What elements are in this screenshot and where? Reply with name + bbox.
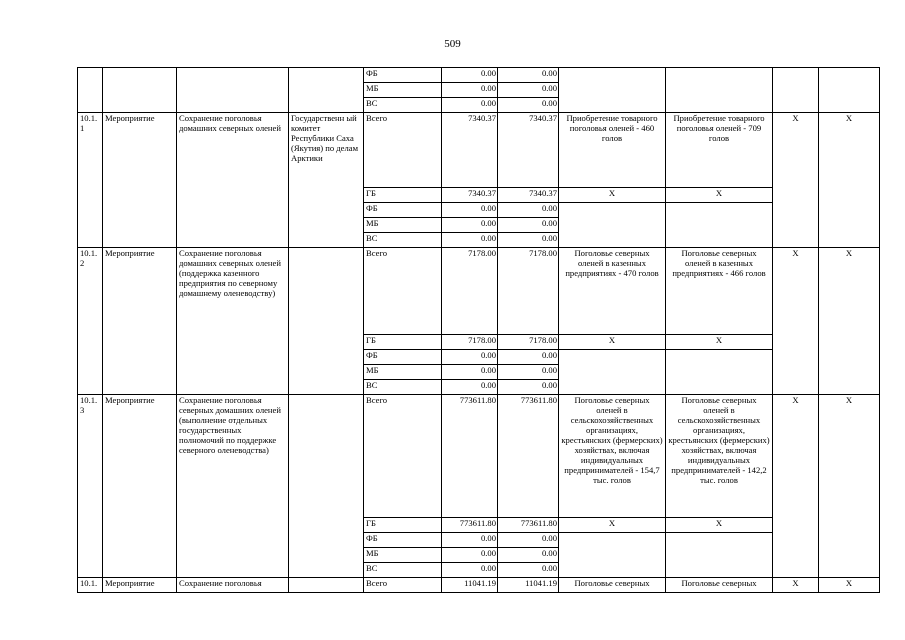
source-cell: МБ — [364, 548, 442, 563]
amount-cell: 11041.19 — [442, 578, 498, 593]
mark-cell: X — [559, 188, 666, 203]
amount-cell: 0.00 — [442, 68, 498, 83]
amount-cell: 0.00 — [442, 380, 498, 395]
result-cell: Поголовье северных — [559, 578, 666, 593]
item-name: Сохранение поголовья домашних северных оленей (поддержка казенного предприятия по северному домашнему оленеводству) — [177, 248, 289, 395]
page-number: 509 — [444, 38, 461, 50]
amount-cell: 0.00 — [498, 548, 559, 563]
item-number: 10.1. 3 — [78, 395, 103, 578]
source-cell: Всего — [364, 395, 442, 518]
cell-empty — [666, 533, 773, 578]
source-cell: Всего — [364, 578, 442, 593]
amount-cell: 0.00 — [498, 380, 559, 395]
source-cell: МБ — [364, 83, 442, 98]
item-name: Сохранение поголовья — [177, 578, 289, 593]
result-cell: Приобретение товарного поголовья оленей - 709 голов — [666, 113, 773, 188]
amount-cell: 7340.37 — [498, 188, 559, 203]
amount-cell: 0.00 — [442, 365, 498, 380]
mark-cell: X — [773, 113, 819, 248]
source-cell: Всего — [364, 248, 442, 335]
amount-cell: 773611.80 — [442, 395, 498, 518]
amount-cell: 0.00 — [442, 548, 498, 563]
item-executor: Государственн ый комитет Республики Саха (Якутия) по делам Арктики — [289, 113, 364, 248]
amount-cell: 0.00 — [442, 218, 498, 233]
item-kind: Мероприятие — [103, 578, 177, 593]
item-kind: Мероприятие — [103, 248, 177, 395]
item-executor — [289, 395, 364, 578]
source-cell: ВС — [364, 563, 442, 578]
result-cell: Поголовье северных — [666, 578, 773, 593]
cell-empty — [773, 68, 819, 113]
source-cell: ВС — [364, 233, 442, 248]
amount-cell: 0.00 — [442, 233, 498, 248]
amount-cell: 0.00 — [498, 563, 559, 578]
amount-cell: 0.00 — [498, 218, 559, 233]
source-cell: ГБ — [364, 335, 442, 350]
item-name: Сохранение поголовья северных домашних оленей (выполнение отдельных государственных полномочий по поддержке северного оленеводства) — [177, 395, 289, 578]
cell-empty — [559, 68, 666, 113]
amount-cell: 7178.00 — [442, 335, 498, 350]
mark-cell: X — [559, 518, 666, 533]
amount-cell: 0.00 — [498, 83, 559, 98]
cell-empty — [177, 68, 289, 113]
source-cell: ВС — [364, 380, 442, 395]
cell-empty — [666, 350, 773, 395]
amount-cell: 0.00 — [498, 98, 559, 113]
mark-cell: X — [819, 395, 880, 578]
amount-cell: 7340.37 — [442, 188, 498, 203]
cell-empty — [559, 533, 666, 578]
item-executor — [289, 248, 364, 395]
amount-cell: 0.00 — [442, 203, 498, 218]
mark-cell: X — [559, 335, 666, 350]
amount-cell: 0.00 — [498, 350, 559, 365]
item-number: 10.1. — [78, 578, 103, 593]
source-cell: ФБ — [364, 203, 442, 218]
amount-cell: 7340.37 — [498, 113, 559, 188]
amount-cell: 7178.00 — [498, 248, 559, 335]
amount-cell: 7340.37 — [442, 113, 498, 188]
source-cell: ФБ — [364, 533, 442, 548]
item-number: 10.1. 1 — [78, 113, 103, 248]
mark-cell: X — [773, 248, 819, 395]
mark-cell: X — [773, 578, 819, 593]
source-cell: ФБ — [364, 350, 442, 365]
source-cell: ФБ — [364, 68, 442, 83]
cell-empty — [289, 68, 364, 113]
amount-cell: 0.00 — [498, 203, 559, 218]
source-cell: ГБ — [364, 518, 442, 533]
source-cell: ВС — [364, 98, 442, 113]
source-cell: МБ — [364, 365, 442, 380]
mark-cell: X — [819, 578, 880, 593]
cell-empty — [78, 68, 103, 113]
amount-cell: 0.00 — [442, 98, 498, 113]
mark-cell: X — [666, 188, 773, 203]
result-cell: Поголовье северных оленей в казенных предприятиях - 466 голов — [666, 248, 773, 335]
source-cell: ГБ — [364, 188, 442, 203]
measures-table — [77, 67, 880, 593]
amount-cell: 7178.00 — [442, 248, 498, 335]
amount-cell: 0.00 — [442, 563, 498, 578]
mark-cell: X — [666, 335, 773, 350]
result-cell: Поголовье северных оленей в казенных предприятиях - 470 голов — [559, 248, 666, 335]
amount-cell: 0.00 — [442, 533, 498, 548]
amount-cell: 773611.80 — [442, 518, 498, 533]
cell-empty — [666, 68, 773, 113]
item-kind: Мероприятие — [103, 113, 177, 248]
amount-cell: 0.00 — [498, 533, 559, 548]
item-kind: Мероприятие — [103, 395, 177, 578]
source-cell: МБ — [364, 218, 442, 233]
cell-empty — [819, 68, 880, 113]
result-cell: Поголовье северных оленей в сельскохозяйственных организациях, крестьянских (фермерских) хозяйствах, включая индивидуальных предпринимателей - 142,2 тыс. голов — [666, 395, 773, 518]
cell-empty — [559, 350, 666, 395]
amount-cell: 7178.00 — [498, 335, 559, 350]
source-cell: Всего — [364, 113, 442, 188]
item-number: 10.1. 2 — [78, 248, 103, 395]
amount-cell: 0.00 — [498, 68, 559, 83]
mark-cell: X — [819, 248, 880, 395]
mark-cell: X — [773, 395, 819, 578]
mark-cell: X — [666, 518, 773, 533]
cell-empty — [289, 578, 364, 593]
amount-cell: 11041.19 — [498, 578, 559, 593]
amount-cell: 773611.80 — [498, 395, 559, 518]
result-cell: Приобретение товарного поголовья оленей - 460 голов — [559, 113, 666, 188]
amount-cell: 773611.80 — [498, 518, 559, 533]
amount-cell: 0.00 — [498, 365, 559, 380]
item-name: Сохранение поголовья домашних северных оленей — [177, 113, 289, 248]
amount-cell: 0.00 — [498, 233, 559, 248]
cell-empty — [103, 68, 177, 113]
amount-cell: 0.00 — [442, 350, 498, 365]
amount-cell: 0.00 — [442, 83, 498, 98]
cell-empty — [559, 203, 666, 248]
result-cell: Поголовье северных оленей в сельскохозяйственных организациях, крестьянских (фермерских) хозяйствах, включая индивидуальных предпринимателей - 154,7 тыс. голов — [559, 395, 666, 518]
mark-cell: X — [819, 113, 880, 248]
cell-empty — [666, 203, 773, 248]
